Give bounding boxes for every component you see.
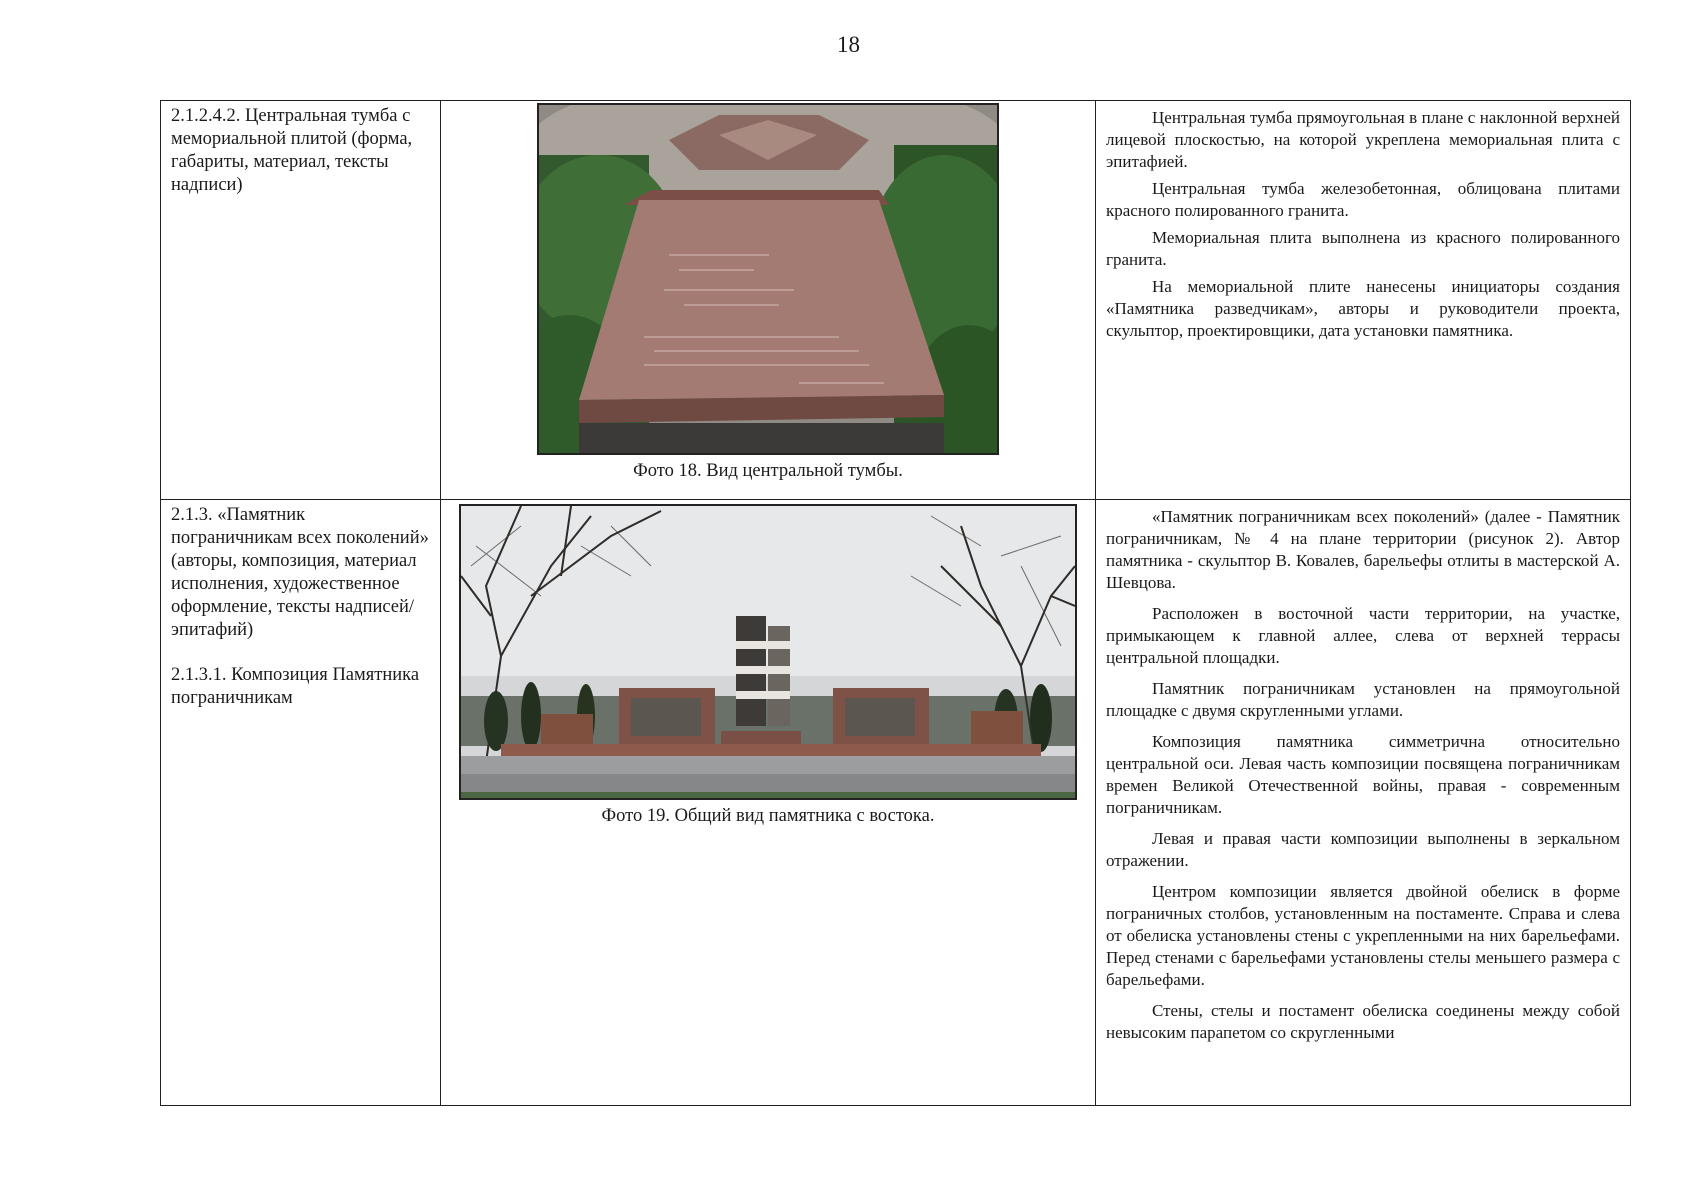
table-row xyxy=(161,500,1631,1106)
description-paragraph: Центром композиции является двойной обелиск в форме пограничных столбов, установленным на постаменте. Справа и слева от обелиска установлены стены с укрепленными на них барельефами. Перед стенами с барельефами установлены стелы меньшего размера с барельефами. xyxy=(1106,882,1620,989)
description-paragraph: Центральная тумба железобетонная, облицована плитами красного полированного гранита. xyxy=(1106,179,1620,220)
description-cell xyxy=(1096,101,1631,500)
description-paragraph: Центральная тумба прямоугольная в плане с наклонной верхней лицевой плоскостью, на которой укреплена мемориальная плита с эпитафией. xyxy=(1106,108,1620,171)
photo-caption: Фото 18. Вид центральной тумбы. xyxy=(633,461,903,481)
item-sublabel: 2.1.3.1. Композиция Памятника пограничникам xyxy=(171,665,420,708)
photo-cell xyxy=(441,500,1096,1106)
item-label-cell xyxy=(161,500,441,1106)
border-guards-memorial-photo xyxy=(459,504,1077,800)
description-paragraph: Композиция памятника симметрична относительно центральной оси. Левая часть композиции посвящена пограничникам времен Великой Отечественной войны, правая - современным пограничникам. xyxy=(1106,732,1620,817)
description-cell xyxy=(1096,500,1631,1106)
description-paragraph: На мемориальной плите нанесены инициаторы создания «Памятника разведчикам», авторы и руководители проекта, скульптор, проектировщики, дата установки памятника. xyxy=(1106,277,1620,340)
table-row xyxy=(161,101,1631,500)
memorial-slab-photo xyxy=(537,103,999,455)
item-label-cell xyxy=(161,101,441,500)
description-paragraph: Стены, стелы и постамент обелиска соединены между собой невысоким парапетом со скругленными xyxy=(1106,1001,1620,1042)
item-label: 2.1.3. «Памятник пограничникам всех поколений» (авторы, композиция, материал исполнения, художественное оформление, тексты надписей/эпитафий) xyxy=(171,505,429,640)
photo-cell xyxy=(441,101,1096,500)
description-paragraph: Мемориальная плита выполнена из красного полированного гранита. xyxy=(1106,228,1620,269)
description-paragraph: Расположен в восточной части территории, на участке, примыкающем к главной аллее, слева от верхней террасы центральной площадки. xyxy=(1106,604,1620,667)
description-paragraph: Левая и правая части композиции выполнены в зеркальном отражении. xyxy=(1106,829,1620,870)
photo-caption: Фото 19. Общий вид памятника с востока. xyxy=(601,806,935,826)
item-label: 2.1.2.4.2. Центральная тумба с мемориальной плитой (форма, габариты, материал, тексты надписи) xyxy=(171,106,413,195)
description-paragraph: Памятник пограничникам установлен на прямоугольной площадке с двумя скругленными углами. xyxy=(1106,679,1620,720)
document-table xyxy=(160,100,1631,1106)
page-number: 18 xyxy=(837,32,860,57)
description-paragraph: «Памятник пограничникам всех поколений» (далее - Памятник пограничникам, № 4 на плане территории (рисунок 2). Автор памятника - скульптор В. Ковалев, барельефы отлиты в мастерской А. Шевцова. xyxy=(1106,507,1620,592)
